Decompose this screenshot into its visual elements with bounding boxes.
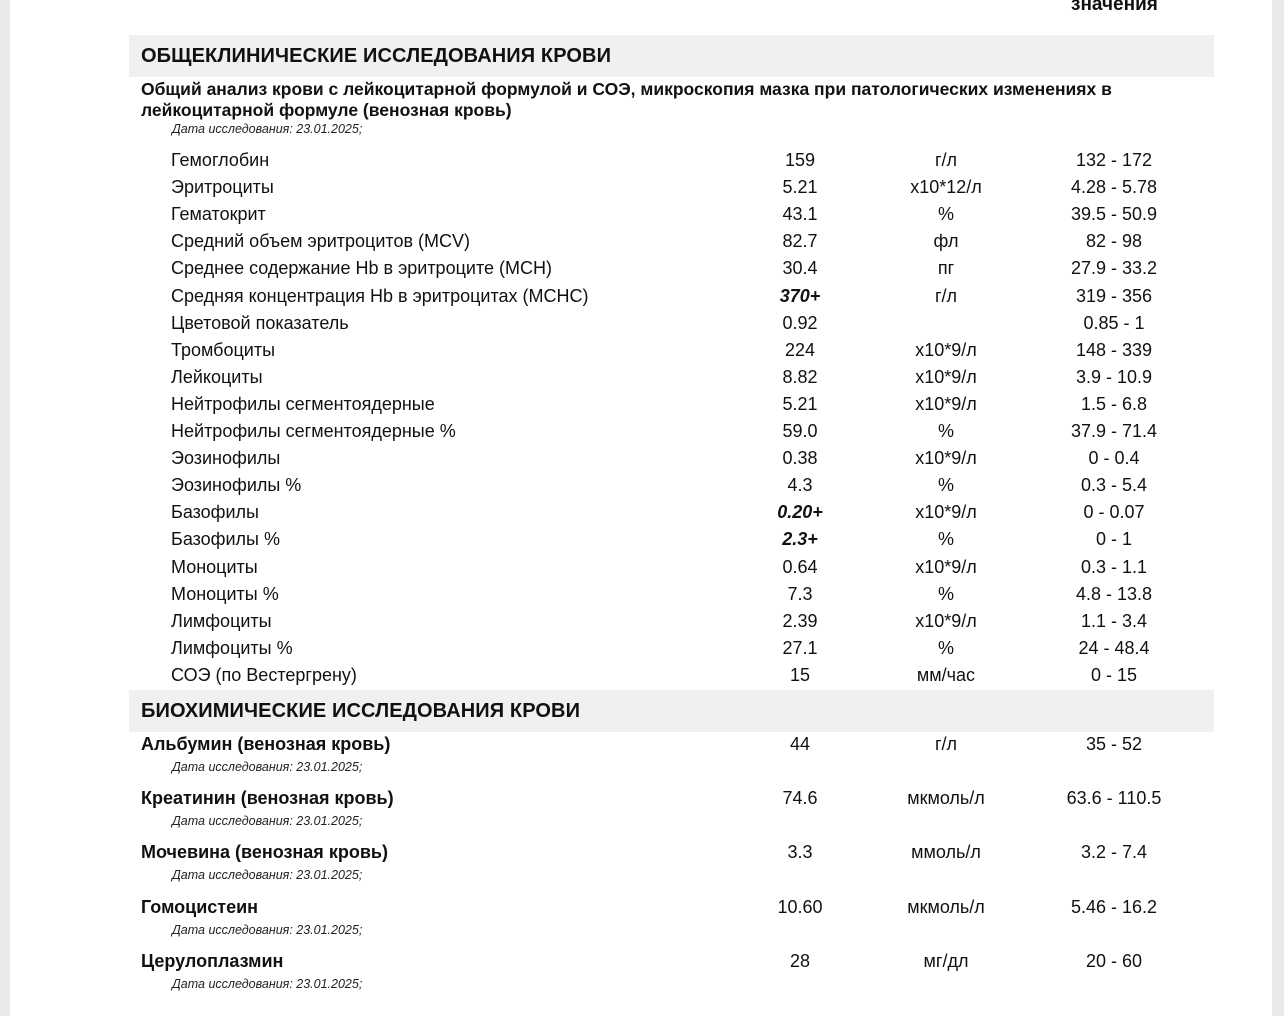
test-unit: ммоль/л <box>911 842 981 863</box>
reference-range: 0 - 0.07 <box>1083 502 1145 523</box>
reference-range: 0 - 0.4 <box>1088 448 1140 469</box>
table-row <box>10 448 1272 474</box>
test-value: 74.6 <box>782 788 818 809</box>
test-name: Эозинофилы <box>171 448 281 469</box>
reference-range: 4.8 - 13.8 <box>1075 583 1153 604</box>
analysis-date: Дата исследования: 23.01.2025; <box>172 868 363 883</box>
test-value: 8.82 <box>782 366 818 387</box>
section-title: БИОХИМИЧЕСКИЕ ИССЛЕДОВАНИЯ КРОВИ <box>141 700 581 722</box>
test-unit: г/л <box>934 150 958 170</box>
reference-range: 37.9 - 71.4 <box>1070 421 1158 441</box>
test-name: Моноциты <box>171 556 258 577</box>
test-name: Средняя концентрация Hb в эритроцитах (MCHC) <box>171 285 589 306</box>
table-row <box>10 258 1272 284</box>
test-unit: x10*9/л <box>915 556 977 577</box>
analysis-date: Дата исследования: 23.01.2025; <box>172 922 363 937</box>
test-unit: % <box>937 421 954 441</box>
test-unit: x10*9/л <box>915 393 977 414</box>
reference-range: 0 - 15 <box>1090 664 1138 685</box>
test-value: 5.21 <box>782 177 818 198</box>
table-row <box>10 204 1272 230</box>
test-value: 10.60 <box>777 896 823 917</box>
analysis-date: Дата исследования: 23.01.2025; <box>172 976 363 991</box>
test-name: Церулоплазмин <box>141 950 284 971</box>
test-value: 44 <box>789 734 811 754</box>
test-value: 0.64 <box>782 556 818 577</box>
table-row <box>10 421 1272 447</box>
test-unit: % <box>937 204 954 225</box>
test-value: 224 <box>784 339 816 360</box>
test-value: 28 <box>789 950 811 971</box>
table-row <box>10 502 1272 528</box>
table-row <box>10 394 1272 420</box>
reference-range: 20 - 60 <box>1085 950 1143 971</box>
report-page <box>10 0 1272 1016</box>
test-name: Среднее содержание Hb в эритроците (MCH) <box>171 258 552 279</box>
test-name: Цветовой показатель <box>171 312 349 333</box>
test-name: Гемоглобин <box>171 150 270 170</box>
reference-range: 39.5 - 50.9 <box>1070 204 1158 225</box>
test-unit: пг <box>937 258 955 279</box>
table-row <box>10 177 1272 203</box>
table-row <box>10 475 1272 501</box>
reference-range: 1.1 - 3.4 <box>1080 610 1148 631</box>
test-value: 30.4 <box>782 258 818 279</box>
test-name: Мочевина (венозная кровь) <box>141 842 388 863</box>
table-row <box>10 286 1272 312</box>
test-unit: мкмоль/л <box>907 896 985 917</box>
test-value: 59.0 <box>782 421 818 441</box>
reference-range: 5.46 - 16.2 <box>1070 896 1158 917</box>
reference-range: 1.5 - 6.8 <box>1080 393 1148 414</box>
test-name: Креатинин (венозная кровь) <box>141 788 394 809</box>
test-name: Средний объем эритроцитов (MCV) <box>171 231 471 252</box>
test-unit: x10*9/л <box>915 448 977 469</box>
section-header-biochem <box>129 690 1214 732</box>
reference-range: 148 - 339 <box>1075 339 1153 360</box>
test-value: 0.38 <box>782 448 818 469</box>
test-unit: мг/дл <box>923 950 969 971</box>
test-unit: % <box>937 475 954 496</box>
section-title: ОБЩЕКЛИНИЧЕСКИЕ ИССЛЕДОВАНИЯ КРОВИ <box>141 45 612 67</box>
test-name: Нейтрофилы сегментоядерные <box>171 393 435 414</box>
reference-range: 63.6 - 110.5 <box>1066 788 1162 809</box>
test-name: Базофилы <box>171 502 259 523</box>
test-name: Нейтрофилы сегментоядерные % <box>171 421 456 441</box>
test-value: 2.3+ <box>782 529 818 550</box>
test-value: 5.21 <box>782 393 818 414</box>
test-unit: г/л <box>934 734 958 754</box>
test-name: Лейкоциты <box>171 366 263 387</box>
table-row <box>10 584 1272 610</box>
test-value: 3.3 <box>787 842 813 863</box>
test-value: 7.3 <box>787 583 813 604</box>
test-unit: мкмоль/л <box>907 788 985 809</box>
reference-range: 0.85 - 1 <box>1083 312 1145 333</box>
test-name: Моноциты % <box>171 583 279 604</box>
table-row <box>10 557 1272 583</box>
test-unit: x10*9/л <box>915 366 977 387</box>
section-header-general <box>129 35 1214 77</box>
analysis-date: Дата исследования: 23.01.2025; <box>172 760 363 774</box>
test-unit: фл <box>933 231 959 252</box>
test-value: 0.20+ <box>777 502 823 523</box>
table-row <box>10 665 1272 691</box>
reference-range: 4.28 - 5.78 <box>1070 177 1158 198</box>
test-name: Альбумин (венозная кровь) <box>141 734 391 754</box>
reference-range: 82 - 98 <box>1085 231 1143 252</box>
test-unit: % <box>937 529 954 550</box>
reference-range: 0 - 1 <box>1095 529 1133 550</box>
reference-range: 3.2 - 7.4 <box>1080 842 1148 863</box>
table-row <box>10 897 1272 923</box>
table-row <box>10 231 1272 257</box>
test-name: Базофилы % <box>171 529 280 550</box>
reference-range: 24 - 48.4 <box>1078 637 1150 658</box>
table-row <box>10 611 1272 637</box>
test-name: Тромбоциты <box>171 339 276 360</box>
analysis-title: Общий анализ крови с лейкоцитарной формулой и СОЭ, микроскопия мазка при патологических изменениях в лейкоцитарной формуле (венозная кровь) <box>141 79 1112 120</box>
test-value: 15 <box>789 664 811 685</box>
reference-range: 27.9 - 33.2 <box>1070 258 1158 279</box>
test-name: Эритроциты <box>171 177 274 198</box>
test-value: 0.92 <box>782 312 818 333</box>
test-unit: x10*9/л <box>915 610 977 631</box>
test-unit: x10*12/л <box>910 177 982 198</box>
table-row <box>10 638 1272 664</box>
reference-range: 0.3 - 5.4 <box>1080 475 1148 496</box>
test-unit: x10*9/л <box>915 502 977 523</box>
analysis-date: Дата исследования: 23.01.2025; <box>172 814 363 829</box>
test-value: 4.3 <box>787 475 813 496</box>
analysis-date: Дата исследования: 23.01.2025; <box>172 122 363 136</box>
test-unit: % <box>937 583 954 604</box>
table-row <box>10 150 1272 176</box>
table-row <box>10 313 1272 339</box>
test-name: Гематокрит <box>171 204 266 225</box>
test-value: 2.39 <box>782 610 818 631</box>
table-row <box>10 367 1272 393</box>
test-value: 27.1 <box>782 637 818 658</box>
table-row <box>10 734 1272 760</box>
test-unit: мм/час <box>916 664 976 685</box>
reference-range: 3.9 - 10.9 <box>1075 366 1153 387</box>
ref-column-header: значения <box>1071 0 1158 15</box>
test-name: СОЭ (по Вестергрену) <box>171 664 357 685</box>
test-value: 43.1 <box>782 204 818 225</box>
test-unit: % <box>937 637 954 658</box>
table-row <box>10 340 1272 366</box>
test-value: 82.7 <box>782 231 818 252</box>
reference-range: 132 - 172 <box>1075 150 1153 170</box>
reference-range: 319 - 356 <box>1075 285 1153 306</box>
table-row <box>10 788 1272 814</box>
reference-range: 0.3 - 1.1 <box>1080 556 1148 577</box>
test-unit: г/л <box>934 285 958 306</box>
test-value: 159 <box>784 150 816 170</box>
reference-range: 35 - 52 <box>1085 734 1143 754</box>
test-value: 370+ <box>779 285 821 306</box>
test-name: Лимфоциты <box>171 610 272 631</box>
test-name: Эозинофилы % <box>171 475 302 496</box>
table-row <box>10 842 1272 868</box>
test-name: Гомоцистеин <box>141 896 259 917</box>
table-row <box>10 529 1272 555</box>
table-row <box>10 951 1272 977</box>
test-name: Лимфоциты % <box>171 637 293 658</box>
test-unit: x10*9/л <box>915 339 977 360</box>
